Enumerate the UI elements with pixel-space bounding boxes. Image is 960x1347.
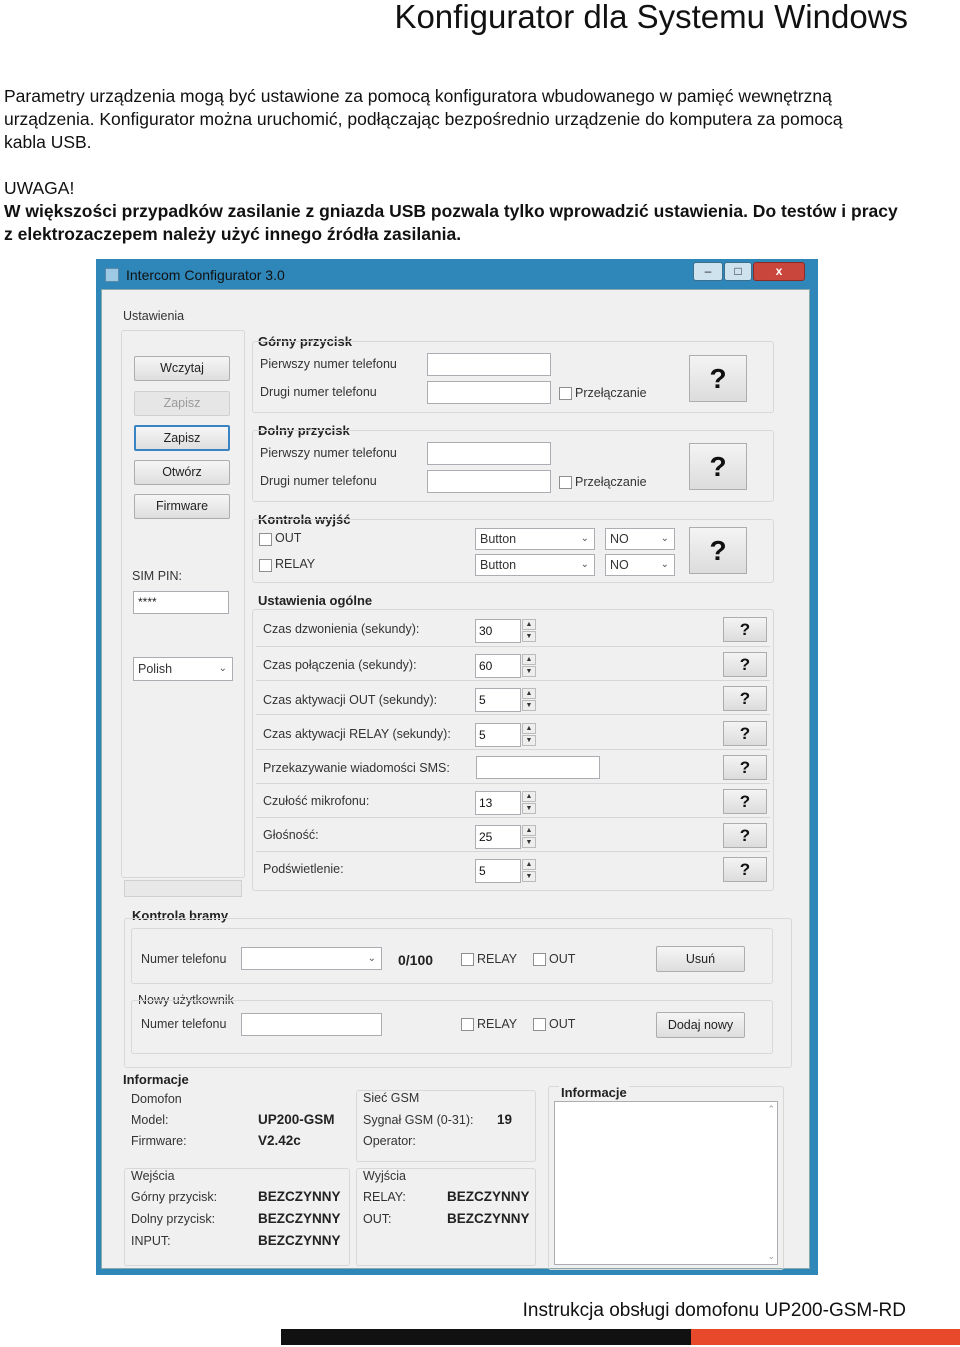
intro-line-2: urządzenia. Konfigurator można uruchomić, podłączając bezpośrednio urządzenie do komputera za pomocą (4, 109, 843, 129)
footer-bar-accent (691, 1329, 960, 1345)
call-time-spinner[interactable] (475, 654, 539, 678)
scroll-up-icon[interactable]: ⌃ (767, 1104, 775, 1114)
open-button[interactable]: Otwórz (134, 460, 230, 485)
page-title: Konfigurator dla Systemu Windows (394, 0, 908, 35)
top-second-phone-label: Drugi numer telefonu (260, 385, 377, 399)
out-status-label: OUT: (363, 1212, 392, 1226)
add-new-button[interactable]: Dodaj nowy (656, 1012, 745, 1038)
general-row (256, 852, 770, 886)
relay-time-spinner[interactable] (475, 723, 539, 747)
general-settings-title: Ustawienia ogólne (258, 593, 373, 608)
spinner-down-icon[interactable]: ▼ (522, 871, 536, 882)
sms-forward-input[interactable] (476, 756, 600, 779)
save-button[interactable]: Zapisz (134, 425, 230, 451)
gate-phone-label: Numer telefonu (141, 952, 227, 966)
gsm-signal-label: Sygnał GSM (0-31): (363, 1113, 474, 1127)
top-first-phone-label: Pierwszy numer telefonu (260, 357, 397, 371)
warning-line-2: z elektrozaczepem należy użyć innego źródła zasilania. (4, 224, 462, 244)
intro-line-3: kabla USB. (4, 132, 92, 152)
out-mode-value: Button (480, 532, 517, 546)
out-time-value[interactable]: 5 (475, 688, 521, 712)
bottom-button-title: Dolny przycisk (258, 423, 350, 438)
delete-button[interactable]: Usuń (656, 946, 745, 972)
bottom-switch-label: Przełączanie (575, 475, 647, 489)
spinner-up-icon[interactable]: ▲ (522, 791, 536, 802)
backlight-label: Podświetlenie: (263, 862, 344, 876)
language-value: Polish (138, 662, 173, 676)
model-value: UP200-GSM (258, 1112, 335, 1127)
call-time-help-button[interactable]: ? (723, 652, 767, 677)
mic-sensitivity-help-button[interactable]: ? (723, 789, 767, 814)
out-state-value: NO (610, 532, 629, 546)
gate-relay-label: RELAY (477, 952, 518, 966)
new-out-label: OUT (549, 1017, 576, 1031)
out-state-select[interactable] (605, 528, 675, 550)
general-row (256, 784, 770, 818)
sim-pin-input[interactable]: **** (133, 591, 229, 614)
out-label: OUT (275, 531, 302, 545)
spinner-down-icon[interactable]: ▼ (522, 837, 536, 848)
out-time-label: Czas aktywacji OUT (sekundy): (263, 693, 438, 707)
ring-time-label: Czas dzwonienia (sekundy): (263, 622, 420, 636)
input-status-value: BEZCZYNNY (258, 1233, 341, 1248)
new-phone-input[interactable] (241, 1013, 382, 1036)
outputs-label: Wyjścia (363, 1169, 406, 1183)
model-label: Model: (131, 1113, 169, 1127)
bottom-first-phone-input[interactable] (427, 442, 551, 465)
general-row (256, 681, 770, 715)
spinner-down-icon[interactable]: ▼ (522, 803, 536, 814)
close-button[interactable]: x (753, 262, 805, 281)
gate-count: 0/100 (398, 952, 434, 968)
volume-help-button[interactable]: ? (723, 823, 767, 848)
mic-sensitivity-label: Czułość mikrofonu: (263, 794, 370, 808)
spinner-up-icon[interactable]: ▲ (522, 723, 536, 734)
bottom-first-phone-label: Pierwszy numer telefonu (260, 446, 397, 460)
mic-sensitivity-spinner[interactable] (475, 791, 539, 815)
spinner-up-icon[interactable]: ▲ (522, 825, 536, 836)
ring-time-spinner[interactable] (475, 619, 539, 643)
out-status-value: BEZCZYNNY (447, 1211, 530, 1226)
top-button-status-label: Górny przycisk: (131, 1190, 218, 1204)
gate-relay-checkbox[interactable] (461, 953, 474, 966)
sim-pin-label: SIM PIN: (132, 569, 183, 583)
language-select[interactable] (133, 657, 233, 681)
top-second-phone-input[interactable] (427, 381, 551, 404)
bottom-button-status-value: BEZCZYNNY (258, 1211, 341, 1226)
top-switch-label: Przełączanie (575, 386, 647, 400)
footer-caption: Instrukcja obsługi domofonu UP200-GSM-RD (522, 1300, 906, 1321)
sms-forward-help-button[interactable]: ? (723, 755, 767, 780)
spinner-up-icon[interactable]: ▲ (522, 619, 536, 630)
progress-bar (124, 880, 242, 897)
window-title: Intercom Configurator 3.0 (126, 267, 285, 283)
gate-control-title: Kontrola bramy (132, 908, 229, 923)
gate-phone-select[interactable] (241, 947, 382, 970)
load-button[interactable]: Wczytaj (134, 356, 230, 381)
bottom-button-status-label: Dolny przycisk: (131, 1212, 216, 1226)
chevron-down-icon: ⌄ (580, 533, 589, 544)
gsm-signal-value: 19 (497, 1112, 513, 1127)
spinner-down-icon[interactable]: ▼ (522, 666, 536, 677)
bottom-button-help-button[interactable]: ? (689, 443, 747, 490)
minimize-button[interactable]: – (693, 262, 723, 281)
gate-out-checkbox[interactable] (533, 953, 546, 966)
bottom-second-phone-input[interactable] (427, 470, 551, 493)
relay-status-value: BEZCZYNNY (447, 1189, 530, 1204)
backlight-spinner[interactable] (475, 859, 539, 883)
spinner-down-icon[interactable]: ▼ (522, 735, 536, 746)
relay-status-label: RELAY: (363, 1190, 406, 1204)
ring-time-help-button[interactable]: ? (723, 617, 767, 642)
chevron-down-icon: ⌄ (660, 559, 669, 570)
inputs-label: Wejścia (131, 1169, 175, 1183)
operator-label: Operator: (363, 1134, 416, 1148)
gate-out-label: OUT (549, 952, 576, 966)
top-button-title: Górny przycisk (258, 334, 352, 349)
top-button-status-value: BEZCZYNNY (258, 1189, 341, 1204)
spinner-down-icon[interactable]: ▼ (522, 631, 536, 642)
spinner-up-icon[interactable]: ▲ (522, 859, 536, 870)
out-checkbox[interactable] (259, 533, 272, 546)
volume-label: Głośność: (263, 828, 319, 842)
chevron-down-icon: ⌄ (218, 663, 227, 674)
call-time-label: Czas połączenia (sekundy): (263, 658, 417, 672)
new-phone-label: Numer telefonu (141, 1017, 227, 1031)
firmware-label: Firmware: (131, 1134, 187, 1148)
out-mode-select[interactable] (475, 528, 595, 550)
spinner-up-icon[interactable]: ▲ (522, 688, 536, 699)
mic-sensitivity-value[interactable]: 13 (475, 791, 521, 815)
call-time-value[interactable]: 60 (475, 654, 521, 678)
general-row (256, 613, 770, 647)
general-row (256, 716, 770, 750)
new-user-label: Nowy użytkownik (138, 993, 234, 1007)
volume-spinner[interactable] (475, 825, 539, 849)
relay-state-value: NO (610, 558, 629, 572)
bottom-second-phone-label: Drugi numer telefonu (260, 474, 377, 488)
bottom-switch-checkbox[interactable] (559, 476, 572, 489)
spinner-down-icon[interactable]: ▼ (522, 700, 536, 711)
sms-forward-label: Przekazywanie wiadomości SMS: (263, 761, 450, 775)
chevron-down-icon: ⌄ (580, 559, 589, 570)
maximize-button[interactable]: □ (724, 262, 752, 281)
new-relay-label: RELAY (477, 1017, 518, 1031)
input-status-label: INPUT: (131, 1234, 171, 1248)
warning-title: UWAGA! (4, 178, 75, 198)
top-first-phone-input[interactable] (427, 353, 551, 376)
relay-time-value[interactable]: 5 (475, 723, 521, 747)
output-control-help-button[interactable]: ? (689, 527, 747, 574)
spinner-up-icon[interactable]: ▲ (522, 654, 536, 665)
new-relay-checkbox[interactable] (461, 1018, 474, 1031)
relay-state-select[interactable] (605, 554, 675, 576)
save-button-disabled: Zapisz (134, 391, 230, 416)
ring-time-value[interactable]: 30 (475, 619, 521, 643)
new-out-checkbox[interactable] (533, 1018, 546, 1031)
settings-group-label: Ustawienia (123, 309, 185, 323)
relay-mode-value: Button (480, 558, 517, 572)
top-switch-checkbox[interactable] (559, 387, 572, 400)
chevron-down-icon: ⌄ (367, 953, 376, 964)
output-control-title: Kontrola wyjść (258, 512, 351, 527)
chevron-down-icon: ⌄ (660, 533, 669, 544)
top-button-help-button[interactable]: ? (689, 355, 747, 402)
general-row (256, 818, 770, 852)
out-time-help-button[interactable]: ? (723, 686, 767, 711)
info-title: Informacje (123, 1072, 189, 1087)
warning-line-1: W większości przypadków zasilanie z gniazda USB pozwala tylko wprowadzić ustawienia. Do testów i pracy (4, 201, 898, 221)
relay-label: RELAY (275, 557, 316, 571)
relay-mode-select[interactable] (475, 554, 595, 576)
scroll-down-icon[interactable]: ⌄ (767, 1251, 775, 1261)
firmware-value: V2.42c (258, 1133, 301, 1148)
info-log-textarea[interactable] (554, 1101, 778, 1265)
intercom-label: Domofon (131, 1092, 182, 1106)
footer-bar-dark (281, 1329, 691, 1345)
info-log-title: Informacje (561, 1085, 627, 1100)
backlight-help-button[interactable]: ? (723, 857, 767, 882)
relay-time-help-button[interactable]: ? (723, 721, 767, 746)
backlight-value[interactable]: 5 (475, 859, 521, 883)
relay-time-label: Czas aktywacji RELAY (sekundy): (263, 727, 451, 741)
general-row (256, 750, 770, 784)
app-icon (105, 268, 119, 282)
firmware-button[interactable]: Firmware (134, 494, 230, 519)
general-row (256, 647, 770, 681)
out-time-spinner[interactable] (475, 688, 539, 712)
relay-checkbox[interactable] (259, 559, 272, 572)
intro-line-1: Parametry urządzenia mogą być ustawione za pomocą konfiguratora wbudowanego w pamięć wewnętrzną (4, 86, 832, 106)
gsm-label: Sieć GSM (363, 1091, 420, 1105)
volume-value[interactable]: 25 (475, 825, 521, 849)
